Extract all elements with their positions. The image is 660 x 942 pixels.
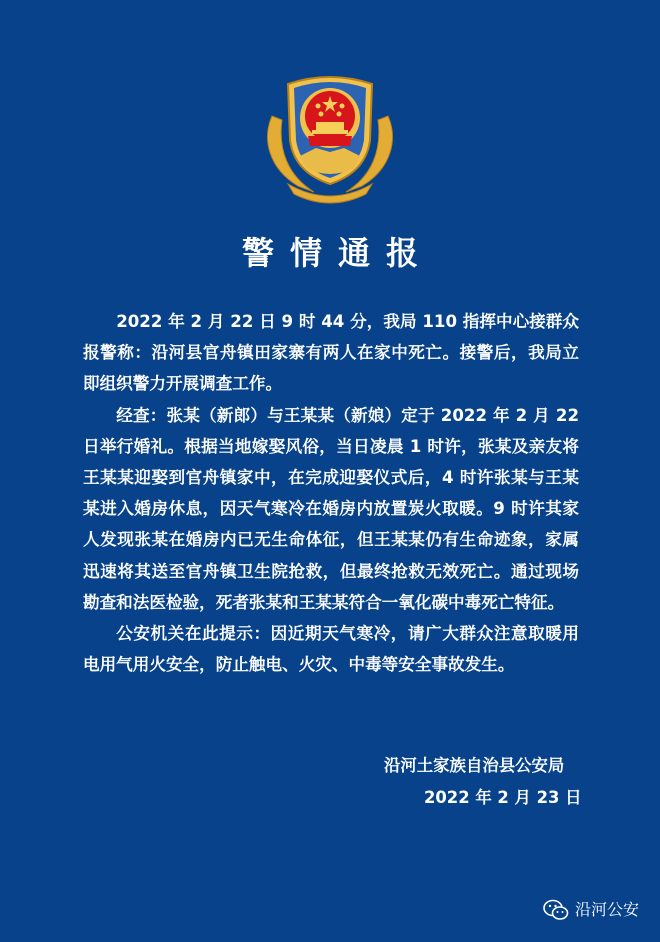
watermark [543, 898, 639, 922]
account-name: 沿河公安 [575, 900, 640, 919]
signature [384, 750, 582, 814]
paragraph-investigation: 经查：张某（新郎）与王某某（新娘）定于 2022 年 2 月 22 日举行婚礼。根据当地嫁娶风俗，当日凌晨 1 时许，张某及亲友将王某某迎娶到官舟镇家中，在完成迎娶仪式后，4 时许张某与王某某进入婚房休息，因天气寒冷在婚房内放置炭火取暖。9 时许其家人发现张某在婚房内已无生命体征，但王某某仍有生命迹象，家属迅速将其送至官舟镇卫生院抢救，但最终抢救无效死亡。通过现场勘查和法医检验，死者张某和王某某符合一氧化碳中毒死亡特征。 [83, 405, 579, 612]
paragraph-report: 2022 年 2 月 22 日 9 时 44 分，我局 110 指挥中心接群众报警称：沿河县官舟镇田家寨有两人在家中死亡。接警后，我局立即组织警力开展调查工作。 [83, 312, 579, 394]
paragraph-safety-reminder: 公安机关在此提示：因近期天气寒冷，请广大群众注意取暖用电用气用火安全，防止触电、火灾、中毒等安全事故发生。 [83, 624, 579, 675]
issuing-organization: 沿河土家族自治县公安局 [384, 756, 565, 775]
notice-body [83, 306, 579, 680]
page-title: 警情通报 [241, 234, 434, 272]
issue-date: 2022 年 2 月 23 日 [424, 788, 582, 807]
wechat-icon [543, 899, 569, 921]
police-emblem-icon [258, 68, 402, 206]
